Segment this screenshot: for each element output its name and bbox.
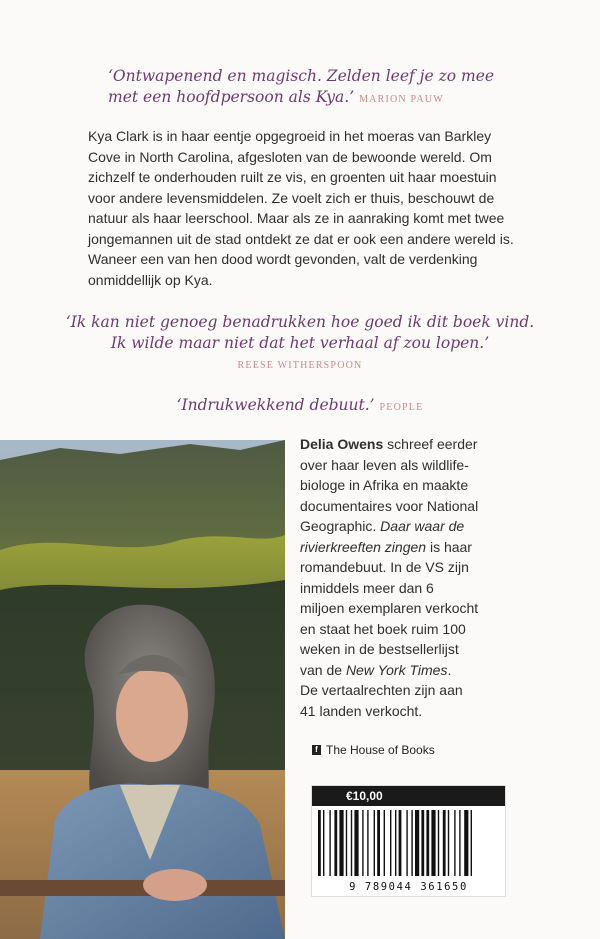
bio-text-4: De vertaalrechten zijn aan 41 landen verkocht. [300, 682, 463, 719]
author-name: Delia Owens [300, 436, 384, 452]
barcode-bars [318, 810, 499, 876]
publisher [312, 743, 435, 757]
price-label: €10,00 [312, 786, 505, 806]
quote-text: ‘Ontwapenend en magisch. Zelden leef je zo mee met een hoofdpersoon als Kya.’ [108, 67, 495, 106]
quote-credit: REESE WITHERSPOON [237, 360, 363, 371]
quote-text: ‘Indrukwekkend debuut.’ [176, 396, 375, 414]
bio-text-1: schreef eerder over haar leven als wildlife-biologe in Afrika en maakte documentaires voor National Geographic. [300, 436, 479, 534]
book-title: Daar waar de rivierkreeften zingen [300, 518, 465, 555]
bio-text-3: . [447, 661, 452, 678]
author-photo [0, 440, 285, 939]
publisher-name: The House of Books [326, 743, 435, 757]
author-bio [300, 434, 480, 721]
synopsis-text: Kya Clark is in haar eentje opgegroeid in het moeras van Barkley Cove in North Carolina, afgesloten van de bewoonde wereld. Om zichzelf te onderhouden ruilt ze vis, en groenten uit haar moestuin voor andere levensmiddelen. Ze voelt zich er thuis, beschouwt de natuur als haar leerschool. Maar als ze in aanraking komt met twee jongemannen uit de stad ontdekt ze dat er ook een andere wereld is. Waneer een van hen dood wordt gevonden, valt de verdenking onmiddellijk op Kya. [88, 128, 514, 288]
quote-people [60, 395, 540, 418]
newspaper-title: New York Times [345, 661, 448, 678]
publisher-logo-icon: f [312, 745, 321, 755]
quote-marion-pauw [108, 66, 528, 110]
quote-credit: MARION PAUW [359, 94, 444, 105]
quote-line-2: Ik wilde maar niet dat het verhaal af zou lopen.’ [110, 334, 490, 352]
quote-reese-witherspoon [60, 312, 540, 376]
isbn-digits: 9 789044 361650 [349, 881, 468, 893]
quote-credit: PEOPLE [379, 402, 424, 413]
barcode-box [311, 785, 506, 897]
bio-text-2: is haar romandebuut. In de VS zijn inmiddels meer dan 6 miljoen exemplaren verkocht en staat het boek ruim 100 weken in de bestsellerlijst van de [300, 538, 479, 678]
quote-line-1: ‘Ik kan niet genoeg benadrukken hoe goed ik dit boek vind. [65, 313, 535, 331]
